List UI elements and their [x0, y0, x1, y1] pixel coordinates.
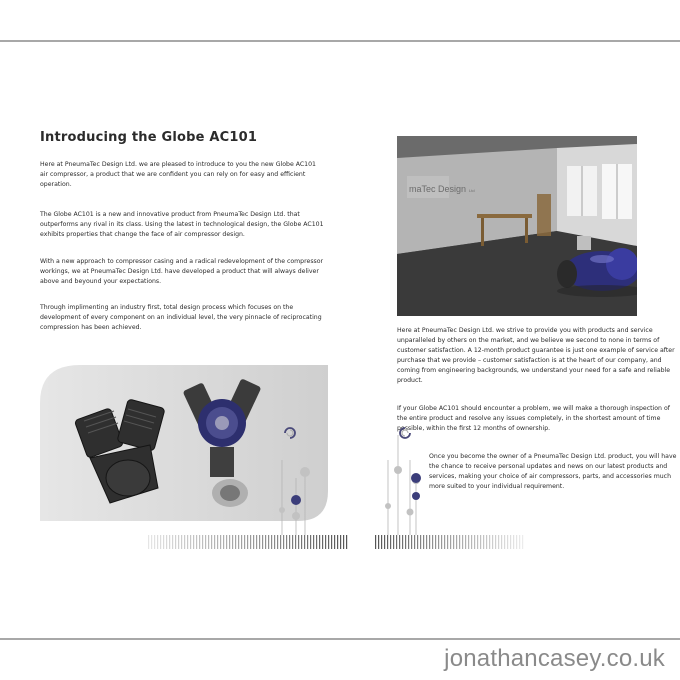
guarantee-paragraph: If your Globe AC101 should encounter a problem, we will make a thorough inspection of the entire product and resolve any issues completely, in the shortest amount of time possible, within the first 12 months of ownership.	[397, 405, 670, 432]
bottom-rule	[0, 638, 680, 640]
footer-url: jonathancasey.co.uk	[444, 645, 665, 672]
intro-paragraph: Here at PneumaTec Design Ltd. we are pleased to introduce to you the new Globe AC101 air compressor, a product that we are confident you can rely on for easy and efficient operation.	[40, 161, 316, 188]
swirl-icon	[282, 425, 298, 441]
room-scene	[397, 136, 637, 316]
top-rule	[0, 40, 680, 42]
product-room-photo	[397, 136, 637, 316]
wall-logo-suffix: Ltd	[469, 188, 475, 193]
page-title: Introducing the Globe AC101	[40, 130, 258, 145]
ownership-paragraph: Once you become the owner of a PneumaTec Design Ltd. product, you will have the chance to receive personal updates and news on our latest products and services, making your choice of air compressors, parts, and accessories much more suited to your individual requirement.	[429, 453, 677, 490]
barcode-strip-left	[148, 535, 348, 549]
innovation-paragraph: The Globe AC101 is a new and innovative product from PneumaTec Design Ltd. that outperforms any rival in its class. Using the latest in technological design, the Globe AC101 exhibits properties that change the face of air compressor design.	[40, 211, 324, 238]
swirl-icon	[397, 425, 413, 441]
design-process-paragraph: Through implimenting an industry first, total design process which focuses on the development of every component on an individual level, the very pinnacle of reciprocating compression has been achieved.	[40, 304, 322, 331]
wall-logo-text: maTec Design	[409, 184, 467, 194]
approach-paragraph: With a new approach to compressor casing and a radical redevelopment of the compressor workings, we at PneumaTec Design Ltd. have developed a product that will always deliver above and beyound your expectations.	[40, 258, 324, 285]
service-paragraph: Here at PneumaTec Design Ltd. we strive to provide you with products and service unparalleled by others on the market, and we believe we second to none in terms of customer satisfaction. A 12-month product guarantee is just one example of service after purchase that we provide – customer satisfaction is at the heart of our company, and coming from engineering backgrounds, we understand your need for a safe and reliable product.	[397, 327, 675, 384]
barcode-strip-right	[375, 535, 525, 549]
